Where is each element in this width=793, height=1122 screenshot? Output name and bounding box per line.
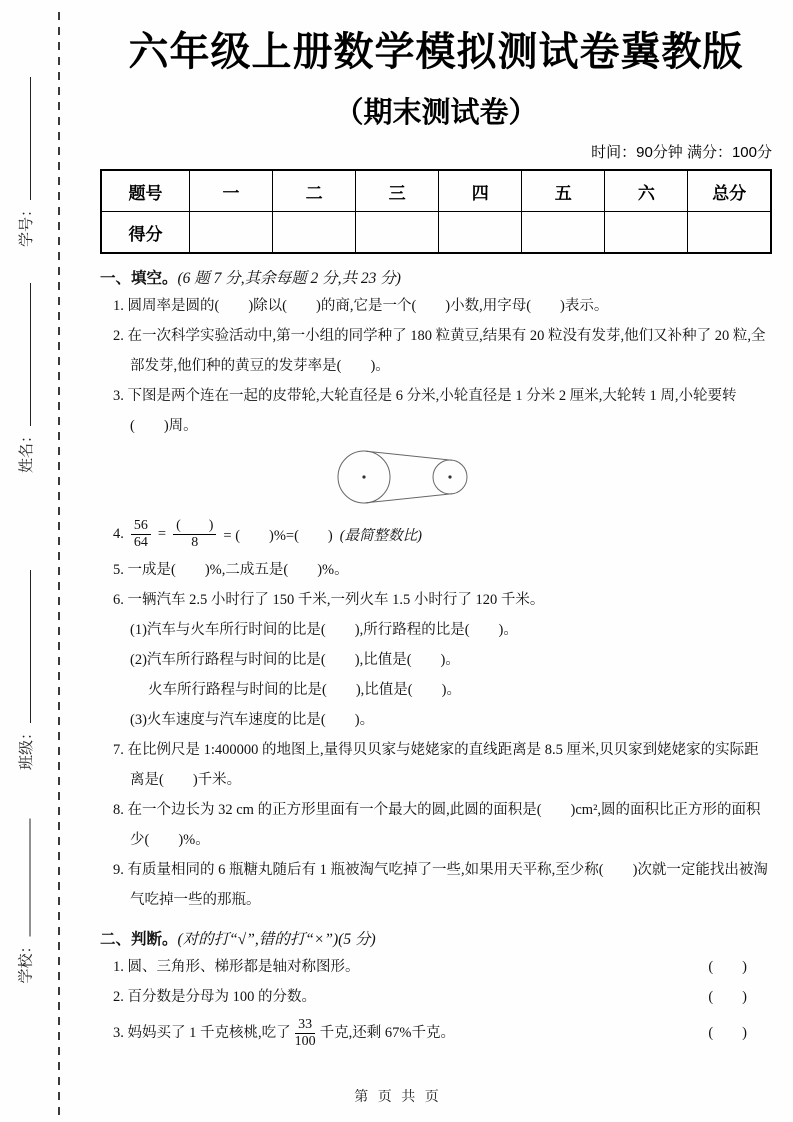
section2-heading-title: 二、判断。: [100, 931, 178, 948]
question-4-number: 4.: [113, 525, 124, 542]
score-table-header-row: [101, 170, 771, 212]
equals-sign: =: [157, 525, 167, 542]
school-label: 学校：: [18, 938, 35, 984]
question-2: 2. 在一次科学实验活动中,第一小组的同学种了 180 粒黄豆,结果有 20 粒没有发芽,他们又补种了 20 粒,全部发芽,他们种的黄豆的发芽率是( )。: [113, 328, 766, 374]
question-6: 6. 一辆汽车 2.5 小时行了 150 千米,一列火车 1.5 小时行了 120 千米。: [113, 592, 545, 608]
fraction-denominator: 100: [294, 1033, 316, 1049]
name-blank-line: [17, 283, 31, 426]
large-pulley-center-dot: [362, 475, 365, 478]
fraction-56-64: [131, 518, 151, 551]
score-cell: [522, 212, 605, 254]
score-table-score-row: [101, 212, 771, 254]
score-header-cell: 四: [439, 170, 522, 212]
score-header-cell: 题号: [101, 170, 190, 212]
class-blank-line: [17, 570, 31, 723]
judgment-2: [100, 982, 772, 1012]
name-field: [15, 283, 39, 473]
section1-heading: [100, 267, 772, 291]
score-row-label: 得分: [101, 212, 190, 254]
name-label: 姓名：: [19, 427, 35, 473]
small-pulley-center-dot: [448, 475, 451, 478]
question-4-rest: = ( )%=( ): [223, 527, 333, 544]
judgment-3-answer-blank: ( ): [708, 1025, 747, 1041]
class-field: [15, 570, 39, 770]
student-id-blank-line: [17, 77, 31, 200]
question-4: [100, 513, 772, 555]
judgment-3-prefix: 3. 妈妈买了 1 千克核桃,吃了: [113, 1025, 291, 1041]
question-6-sub2b: 火车所行路程与时间的比是( ),比值是( )。: [148, 682, 461, 698]
question-9: 9. 有质量相同的 6 瓶糖丸随后有 1 瓶被淘气吃掉了一些,如果用天平称,至少称( )次就一定能找出被淘气吃掉一些的那瓶。: [113, 862, 768, 908]
section1-heading-title: 一、填空。: [100, 270, 178, 287]
score-header-cell: 一: [190, 170, 273, 212]
fraction-33-100: [295, 1017, 316, 1050]
student-id-field: [15, 77, 39, 247]
score-header-cell: 六: [605, 170, 688, 212]
score-cell: [605, 212, 688, 254]
score-cell: [439, 212, 522, 254]
class-label: 班级：: [19, 724, 35, 770]
question-8: 8. 在一个边长为 32 cm 的正方形里面有一个最大的圆,此圆的面积是( )cm²,圆的面积比正方形的面积少( )%。: [113, 802, 761, 848]
score-header-cell: 五: [522, 170, 605, 212]
section1-heading-note: (6 题 7 分,其余每题 2 分,共 23 分): [177, 270, 401, 287]
pulley-belt-diagram: [332, 444, 772, 510]
question-6-sub1: (1)汽车与火车所行时间的比是( ),所行路程的比是( )。: [130, 622, 518, 638]
judgment-1-text: 1. 圆、三角形、梯形都是轴对称图形。: [113, 959, 360, 975]
score-header-cell: 二: [273, 170, 356, 212]
judgment-3-suffix: 千克,还剩 67%千克。: [319, 1025, 455, 1041]
fraction-numerator: 56: [131, 518, 151, 535]
question-6-sub3: (3)火车速度与汽车速度的比是( )。: [130, 712, 375, 728]
question-4-note: (最简整数比): [339, 527, 422, 544]
school-field: [15, 819, 39, 984]
fraction-denominator: 8: [191, 534, 199, 550]
fraction-blank-8: [173, 518, 216, 551]
score-header-cell: 总分: [688, 170, 771, 212]
page-title: 六年级上册数学模拟测试卷冀教版: [128, 30, 744, 74]
question-7: 7. 在比例尺是 1:400000 的地图上,量得贝贝家与姥姥家的直线距离是 8.5 厘米,贝贝家到姥姥家的实际距离是( )千米。: [113, 742, 759, 788]
judgment-3-text: [113, 1017, 455, 1050]
score-cell: [273, 212, 356, 254]
score-header-cell: 三: [356, 170, 439, 212]
question-1: 1. 圆周率是圆的( )除以( )的商,它是一个( )小数,用字母( )表示。: [113, 298, 609, 314]
page-subtitle: （期末测试卷）: [334, 97, 538, 129]
judgment-1: [100, 952, 772, 982]
judgment-2-text: 2. 百分数是分母为 100 的分数。: [113, 989, 316, 1005]
section2-heading: [100, 928, 772, 952]
score-cell: [190, 212, 273, 254]
fraction-numerator: 33: [295, 1017, 315, 1034]
question-6-sub2: (2)汽车所行路程与时间的比是( ),比值是( )。: [130, 652, 460, 668]
binding-dashed-line: [58, 12, 60, 1122]
fraction-denominator: 64: [133, 534, 148, 550]
section2-heading-note: (对的打“√”,错的打“×”)(5 分): [177, 931, 376, 948]
judgment-1-answer-blank: ( ): [708, 959, 747, 975]
question-5: 5. 一成是( )%,二成五是( )%。: [113, 562, 349, 578]
school-blank-line: [17, 819, 31, 937]
student-id-label: 学号：: [19, 201, 35, 247]
judgment-3: [100, 1012, 772, 1054]
time-score-info: 时间：90分钟 满分：100分: [591, 144, 772, 161]
score-cell: [688, 212, 771, 254]
score-cell: [356, 212, 439, 254]
score-table: [100, 169, 772, 254]
pulley-belt-svg: [332, 444, 474, 510]
page-footer: 第 页 共 页: [354, 1090, 439, 1105]
paper-body: [100, 0, 772, 1054]
fraction-numerator: ( ): [173, 518, 216, 535]
judgment-2-answer-blank: ( ): [708, 989, 747, 1005]
question-3: 3. 下图是两个连在一起的皮带轮,大轮直径是 6 分米,小轮直径是 1 分米 2 厘米,大轮转 1 周,小轮要转( )周。: [113, 388, 737, 434]
